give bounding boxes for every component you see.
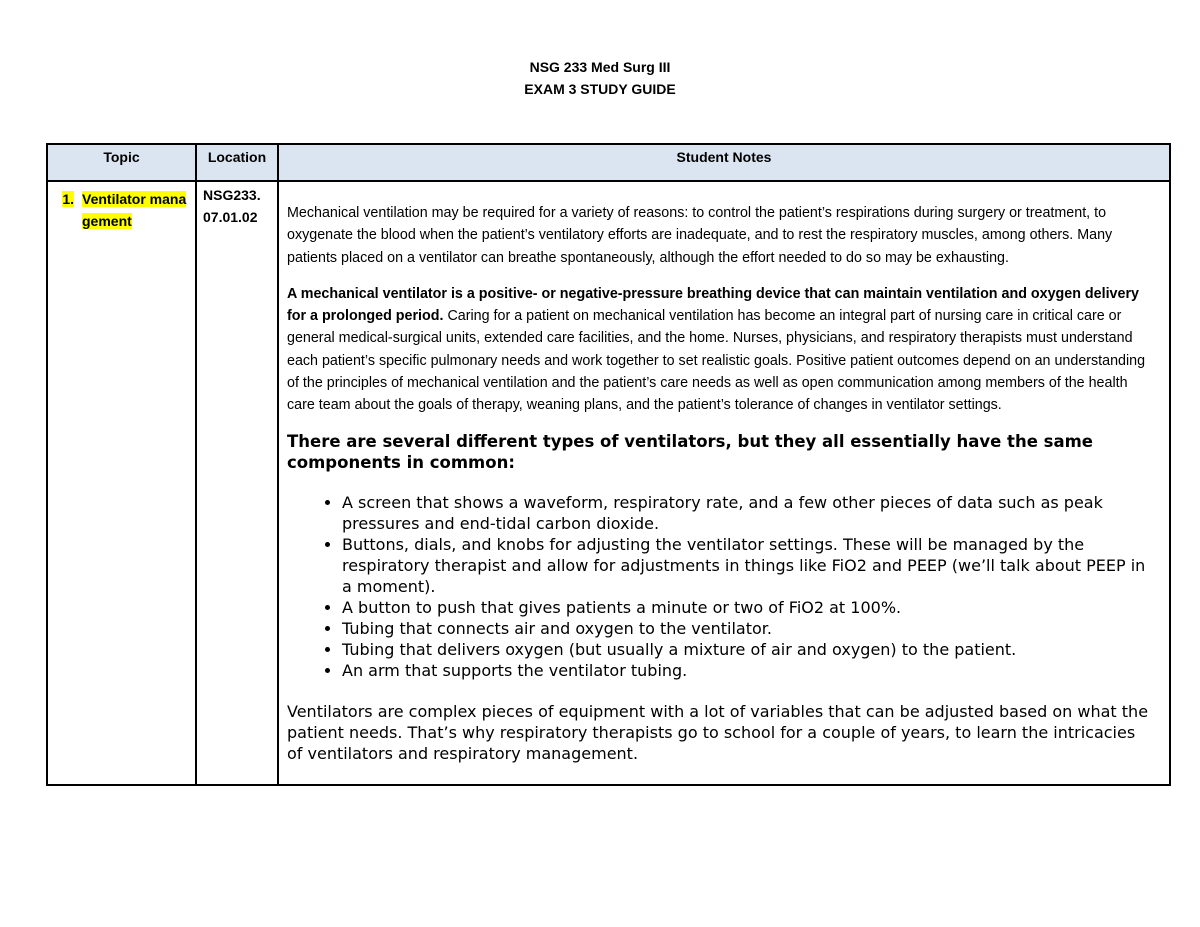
student-notes-cell	[278, 181, 1170, 785]
topic-label: Ventilator management	[82, 191, 187, 229]
notes-paragraph-definition	[287, 283, 1155, 417]
column-header-location: Location	[196, 144, 278, 181]
notes-paragraph-closing: Ventilators are complex pieces of equipment with a lot of variables that can be adjusted based on what the patient needs. That’s why respiratory therapists go to school for a couple of years, to learn the intricacies of ventilators and respiratory management.	[287, 701, 1149, 763]
topic-number: 1.	[62, 191, 74, 207]
components-list	[287, 492, 1155, 681]
list-item: • An arm that supports the ventilator tubing.	[342, 660, 1155, 681]
column-header-topic: Topic	[47, 144, 196, 181]
location-code-part2: 07.01.02	[203, 209, 258, 225]
topic-cell	[47, 181, 196, 785]
course-title: NSG 233 Med Surg III	[529, 59, 671, 75]
list-item: • Buttons, dials, and knobs for adjusting the ventilator settings. These will be managed by the respiratory therapist and allow for adjustments in things like FiO2 and PEEP (we’ll talk about PEEP in a moment).	[342, 534, 1155, 597]
table-header-row	[47, 144, 1170, 181]
location-cell	[196, 181, 278, 785]
location-code-part1: NSG233.	[203, 187, 261, 203]
list-item: • Tubing that connects air and oxygen to the ventilator.	[342, 618, 1155, 639]
definition-body-text: Caring for a patient on mechanical ventilation has become an integral part of nursing care in critical care or general medical-surgical units, extended care facilities, and the home. Nurses, physicians, and respiratory therapists must understand each patient’s specific pulmonary needs and work together to set realistic goals. Positive patient outcomes depend on an understanding of the principles of mechanical ventilation and the patient’s care needs as well as open communication among members of the health care team about the goals of therapy, weaning plans, and the patient’s tolerance of changes in ventilator settings.	[287, 308, 1146, 414]
list-item: • A button to push that gives patients a minute or two of FiO2 at 100%.	[342, 597, 1155, 618]
guide-title: EXAM 3 STUDY GUIDE	[524, 81, 676, 97]
list-item: • A screen that shows a waveform, respiratory rate, and a few other pieces of data such as peak pressures and end-tidal carbon dioxide.	[342, 492, 1155, 534]
notes-paragraph-intro: Mechanical ventilation may be required for a variety of reasons: to control the patient’s respirations during surgery or treatment, to oxygenate the blood when the patient’s ventilatory efforts are inadequate, and to rest the respiratory muscles, among others. Many patients placed on a ventilator can breathe spontaneously, although the effort needed to do so may be exhausting.	[287, 205, 1113, 266]
document-title	[0, 56, 1200, 100]
column-header-student-notes: Student Notes	[278, 144, 1170, 181]
list-item: • Tubing that delivers oxygen (but usually a mixture of air and oxygen) to the patient.	[342, 639, 1155, 660]
components-heading: There are several different types of ventilators, but they all essentially have the same components in common:	[287, 431, 1093, 472]
definition-bold-text: A mechanical ventilator is a positive- or negative-pressure breathing device that can maintain ventilation and oxygen delivery for a prolonged period.	[287, 285, 1139, 325]
study-guide-table	[46, 143, 1171, 786]
table-row	[47, 181, 1170, 785]
